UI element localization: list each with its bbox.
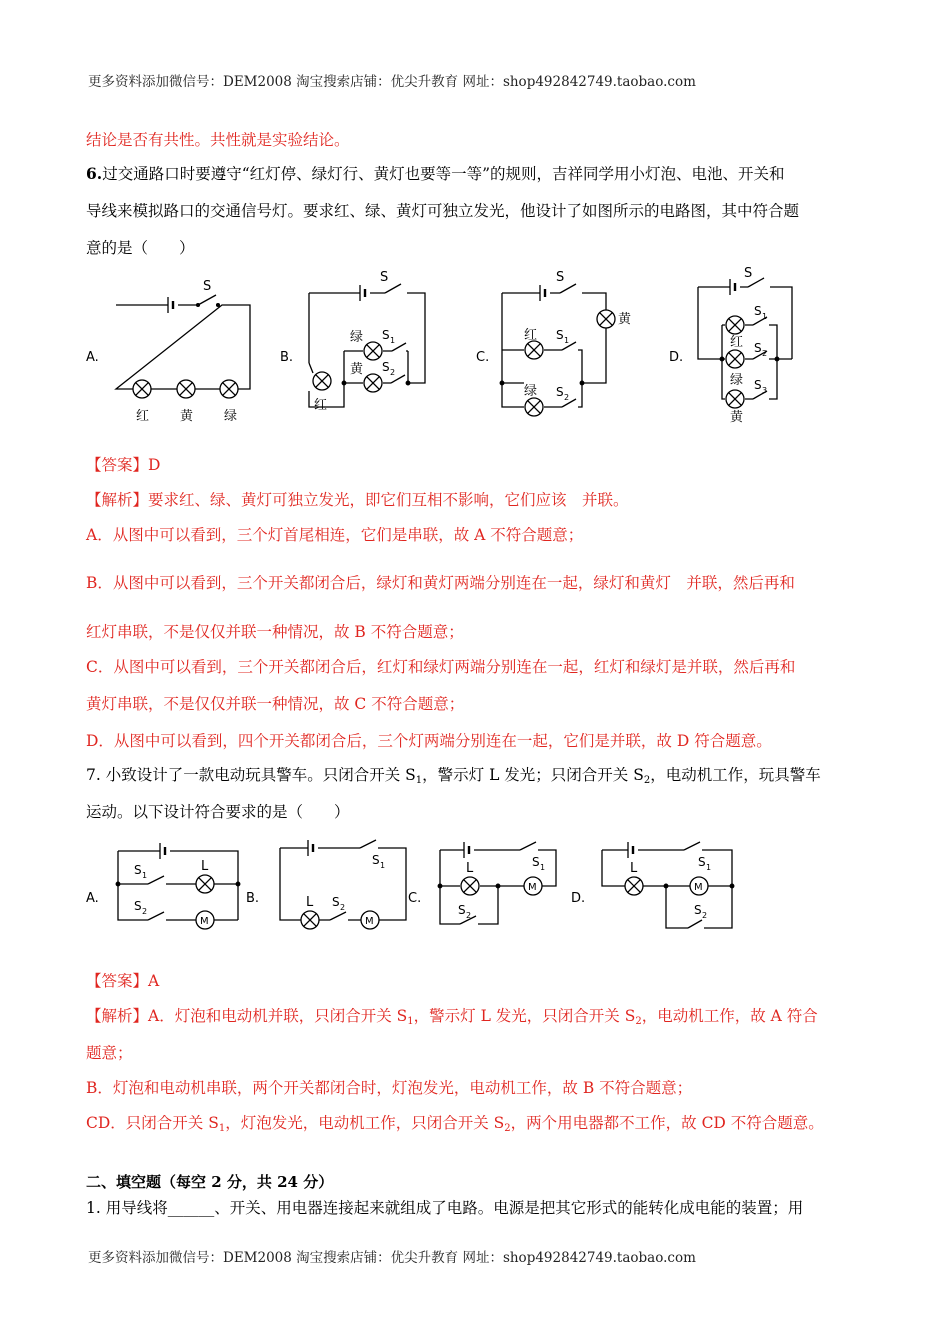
- q6-analysis-a: A．从图中可以看到，三个灯首尾相连，它们是串联，故 A 不符合题意；: [86, 526, 584, 544]
- q7-option-d: D.: [571, 891, 586, 906]
- q7-sub1: 1: [415, 775, 423, 786]
- q7a-s1-sub: 1: [142, 871, 148, 880]
- q6-answer: 【答案】D: [86, 456, 161, 474]
- section2-title: 二、填空题（每空 2 分，共 24 分）: [86, 1173, 334, 1191]
- q7-analysis-a2: 题意；: [86, 1044, 133, 1062]
- q7-a1b: ，警示灯 L 发光，只闭合开关 S: [413, 1007, 636, 1025]
- q6d-s3-sub: 3: [762, 386, 768, 395]
- q6c-green-label: 绿: [524, 384, 538, 399]
- q6b-yellow-label: 黄: [350, 362, 364, 377]
- q6d-green-label: 绿: [730, 373, 744, 388]
- q6c-red-label: 红: [524, 328, 538, 343]
- q6-option-a: A.: [86, 350, 99, 365]
- q7-option-b: B.: [246, 891, 260, 906]
- q7c-s2-label: S: [458, 903, 466, 917]
- q6d-s3-label: S: [754, 378, 762, 392]
- q6d-s1-sub: 1: [762, 312, 768, 321]
- q6c-s2-sub: 2: [564, 393, 570, 402]
- q7c-s2-sub: 2: [466, 911, 472, 920]
- q6-analysis-c2: 黄灯串联，不是仅仅并联一种情况，故 C 不符合题意；: [86, 695, 465, 713]
- q6b-s1-sub: 1: [390, 336, 396, 345]
- q6-analysis-text: 要求红、绿、黄灯可独立发光，即它们互相不影响，它们应该 并联。: [148, 491, 629, 509]
- q7d-s2-label: S: [694, 903, 702, 917]
- q6-analysis-b2: 红灯串联，不是仅仅并联一种情况，故 B 不符合题意；: [86, 623, 464, 641]
- q7-analysis-tag: 【解析】: [86, 1007, 149, 1025]
- q6c-yellow-label: 黄: [618, 312, 632, 327]
- q6-analysis-b1: B．从图中可以看到，三个开关都闭合后，绿灯和黄灯两端分别连在一起，绿灯和黄灯 并联，然后再和: [86, 574, 795, 592]
- q6d-red-label: 红: [730, 335, 744, 350]
- q6d-s-label: S: [744, 266, 753, 281]
- q7a-s1-label: S: [134, 863, 142, 877]
- q6c-s2-label: S: [556, 385, 564, 399]
- q6a-switch-label: S: [203, 279, 212, 294]
- q7b-s2-sub: 2: [340, 903, 346, 912]
- q6-analysis-c1: C．从图中可以看到，三个开关都闭合后，红灯和绿灯两端分别连在一起，红灯和绿灯是并联，然后再和: [86, 658, 796, 676]
- q6b-red-label: 红: [314, 398, 328, 413]
- q7d-s2-sub: 2: [702, 911, 708, 920]
- q7b-s1-sub: 1: [380, 861, 386, 870]
- q7-cdb: ，灯泡发光，电动机工作，只闭合开关 S: [225, 1114, 505, 1132]
- q7b-l-label: L: [306, 895, 314, 910]
- q7-analysis-cd: [86, 1113, 864, 1133]
- q6c-s1-label: S: [556, 328, 564, 342]
- q7-option-c: C.: [408, 891, 422, 906]
- q7-circuit-d: [571, 842, 734, 928]
- q6-analysis: [86, 490, 864, 510]
- q7-analysis-a1: [86, 1006, 864, 1026]
- q6d-s1-label: S: [754, 304, 762, 318]
- q7-sub2: 2: [643, 775, 651, 786]
- q7a-s2-label: S: [134, 899, 142, 913]
- q7-l1a: 7. 小致设计了一款电动玩具警车。只闭合开关 S: [86, 766, 416, 784]
- q7-l1b: ，警示灯 L 发光；只闭合开关 S: [422, 766, 644, 784]
- q7d-s1-label: S: [698, 855, 706, 869]
- q7d-s1-sub: 1: [706, 863, 712, 872]
- q7-a1c: ，电动机工作，故 A 符合: [641, 1007, 818, 1025]
- q7-circuit-c: [408, 842, 556, 924]
- q6b-s-label: S: [380, 270, 389, 285]
- q6-circuit-b: [280, 270, 425, 413]
- q6c-s-label: S: [556, 270, 565, 285]
- q6-option-b: B.: [280, 350, 294, 365]
- q7-line1: [86, 765, 864, 785]
- page-header: 更多资料添加微信号：DEM2008 淘宝搜索店铺：优尖升教育 网址：shop492842749.taobao.com: [88, 74, 696, 90]
- q7c-s1-sub: 1: [540, 863, 546, 872]
- q6d-yellow-label: 黄: [730, 410, 744, 425]
- q7c-s1-label: S: [532, 855, 540, 869]
- q7-l1c: ，电动机工作，玩具警车: [650, 766, 821, 784]
- q7d-l-label: L: [630, 861, 638, 876]
- q7a-l-label: L: [201, 859, 209, 874]
- q7-a1-sub1: 1: [407, 1016, 414, 1027]
- q6b-s2-label: S: [382, 360, 390, 374]
- q6d-s2-sub: 2: [762, 349, 768, 358]
- q7-cd-sub1: 1: [218, 1123, 226, 1134]
- q7-cd-sub2: 2: [504, 1123, 511, 1134]
- q7-option-a: A.: [86, 891, 99, 906]
- q7b-s2-label: S: [332, 895, 340, 909]
- q6a-yellow-label: 黄: [180, 409, 194, 424]
- q6-analysis-d: D．从图中可以看到，四个开关都闭合后，三个灯两端分别连在一起，它们是并联，故 D 符合题意。: [86, 732, 772, 750]
- q6-line3: 意的是（ ）: [86, 239, 195, 257]
- q7-a1a: A．灯泡和电动机并联，只闭合开关 S: [148, 1007, 408, 1025]
- q6-circuit-a: [86, 279, 250, 424]
- q7-analysis-b: B．灯泡和电动机串联，两个开关都闭合时，灯泡发光，电动机工作，故 B 不符合题意；: [86, 1079, 693, 1097]
- q7-cda: CD．只闭合开关 S: [86, 1114, 219, 1132]
- section2-q1: 1. 用导线将______、开关、用电器连接起来就组成了电路。电源是把其它形式的能转化成电能的装置；用: [86, 1199, 804, 1217]
- q7c-l-label: L: [466, 861, 474, 876]
- carry-over-text: 结论是否有共性。共性就是实验结论。: [86, 131, 350, 149]
- q6-line1: [86, 164, 864, 184]
- q6-option-d: D.: [669, 350, 684, 365]
- q7-circuit-a: [86, 843, 240, 929]
- q7-answer: 【答案】A: [86, 972, 160, 990]
- q6-option-c: C.: [476, 350, 490, 365]
- q6-circuit-c: [476, 270, 632, 416]
- q6b-s2-sub: 2: [390, 368, 396, 377]
- q6-text: 过交通路口时要遵守“红灯停、绿灯行、黄灯也要等一等”的规则，吉祥同学用小灯泡、电池、开关和: [102, 165, 785, 183]
- q6b-green-label: 绿: [350, 330, 364, 345]
- q7-line2: 运动。以下设计符合要求的是（ ）: [86, 803, 350, 821]
- q7b-s1-label: S: [372, 853, 380, 867]
- q7-cdc: ，两个用电器都不工作，故 CD 不符合题意。: [510, 1114, 824, 1132]
- page-footer: 更多资料添加微信号：DEM2008 淘宝搜索店铺：优尖升教育 网址：shop492842749.taobao.com: [88, 1250, 696, 1266]
- q7-circuit-b: [246, 840, 406, 929]
- q6-number: 6.: [86, 164, 103, 183]
- q7a-s2-sub: 2: [142, 907, 148, 916]
- q6c-s1-sub: 1: [564, 336, 570, 345]
- q6a-red-label: 红: [136, 409, 150, 424]
- q6-line2: 导线来模拟路口的交通信号灯。要求红、绿、黄灯可独立发光，他设计了如图所示的电路图，其中符合题: [86, 202, 800, 220]
- q6-circuit-figures: [80, 265, 860, 425]
- q6-analysis-tag: 【解析】: [86, 491, 149, 509]
- q6b-s1-label: S: [382, 328, 390, 342]
- q7-a1-sub2: 2: [635, 1016, 642, 1027]
- q6d-s2-label: S: [754, 341, 762, 355]
- q6-circuit-d: [669, 266, 792, 425]
- q6a-green-label: 绿: [224, 409, 238, 424]
- q7-circuit-figures: M A. S 1 S 2 L B. S 1 L S 2 C. S 1 L S 2 D. S 1 L S 2: [80, 836, 760, 946]
